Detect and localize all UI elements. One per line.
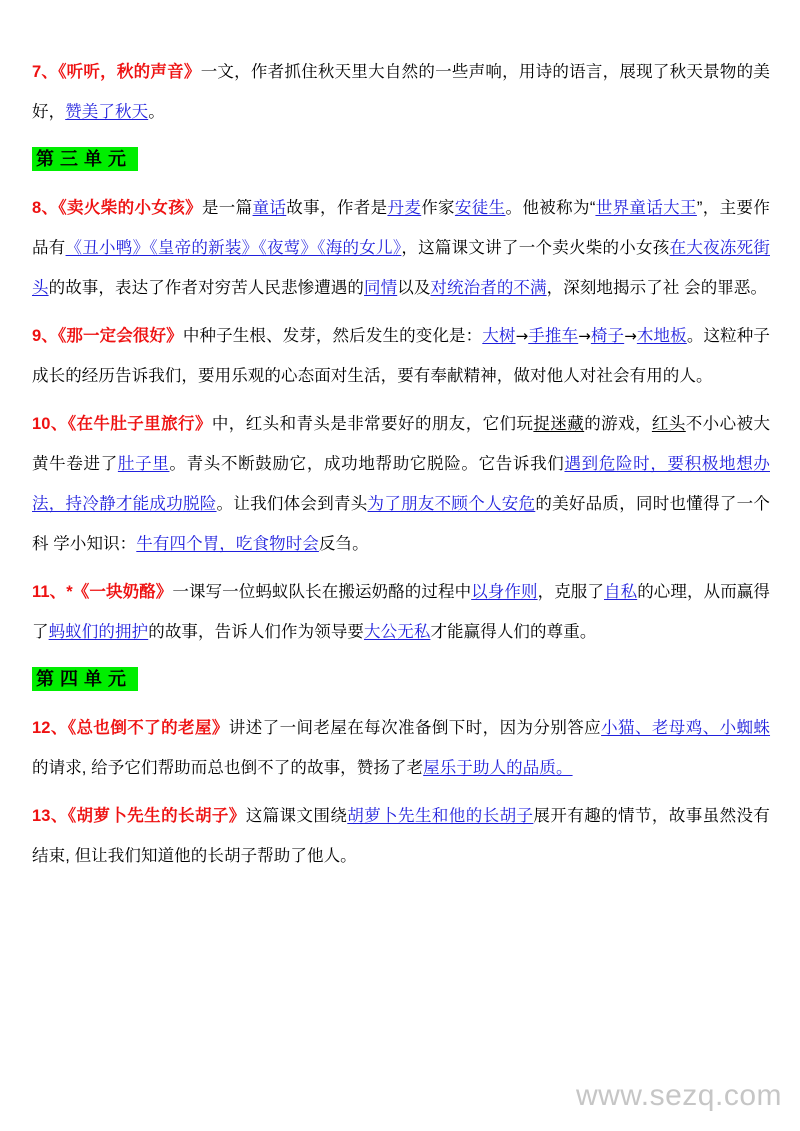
item-title: 《一块奶酪》 <box>72 583 173 601</box>
text-segment: 小猫、老母鸡、小蜘蛛 <box>601 719 771 737</box>
text-segment: 红头 <box>651 415 686 433</box>
text-segment: 手推车 <box>528 327 579 345</box>
text-segment: 以身作则 <box>471 583 538 601</box>
text-segment: 讲述了一间老屋在每次准备倒下时，因为分别答应 <box>228 719 602 737</box>
text-segment: 。让我们体会到青头 <box>216 495 368 513</box>
text-segment: 捉迷藏 <box>533 415 585 433</box>
paragraph-item-11 <box>32 572 770 652</box>
paragraph-item-13 <box>32 796 770 876</box>
text-segment: ，克服了 <box>537 583 604 601</box>
text-segment: 为了朋友不顾个人安危 <box>367 495 536 513</box>
text-segment: 对统治者的不满 <box>430 279 547 297</box>
text-segment: 蚂蚁们的拥护 <box>48 623 149 641</box>
text-segment: 童话 <box>252 199 287 217</box>
text-segment: 木地板 <box>636 327 687 345</box>
text-segment: 安徒生 <box>454 199 506 217</box>
text-segment: 的心理，从而赢得了 <box>32 583 771 641</box>
text-segment: 在大夜冻死街头 <box>32 239 770 297</box>
text-segment: 中种子生根、发芽，然后发生的变化是： <box>182 327 483 345</box>
text-segment: 以及 <box>397 279 431 297</box>
text-segment: 赞美了秋天 <box>65 103 149 121</box>
document-content <box>32 52 770 876</box>
text-segment: 的美好品质，同时也懂得了一个科 学小知识： <box>32 495 771 553</box>
paragraph-item-9 <box>32 316 770 396</box>
item-title: 《胡萝卜先生的长胡子》 <box>67 807 246 825</box>
text-segment: 作家 <box>421 199 455 217</box>
item-number: 11、* <box>32 583 73 601</box>
text-segment: 世界童话大王 <box>595 199 697 217</box>
arrow-icon: → <box>624 327 637 345</box>
arrow-icon: → <box>578 327 591 345</box>
text-segment: 是一篇 <box>201 199 253 217</box>
text-segment: 自私 <box>604 583 638 601</box>
paragraph-item-7 <box>32 52 770 132</box>
text-segment: 。 <box>148 103 165 121</box>
text-segment: 牛有四个胃，吃食物时会 <box>136 535 319 553</box>
text-segment: 椅子 <box>590 327 625 345</box>
text-segment: 这篇课文围绕 <box>245 807 348 825</box>
text-segment: ”，主要作品有 <box>32 199 770 257</box>
text-segment: 的故事，表达了作者对穷苦人民悲惨遭遇的 <box>48 279 365 297</box>
text-segment: 。青头不断鼓励它，成功地帮助它脱险。它告诉我们 <box>169 455 565 473</box>
text-segment: 丹麦 <box>387 199 422 217</box>
paragraph-item-10 <box>32 404 770 564</box>
item-title: 《听听，秋的声音》 <box>58 63 201 81</box>
unit-heading-unit-3 <box>32 142 770 178</box>
text-segment: 。他被称为“ <box>505 199 596 217</box>
text-segment: 展开有趣的情节，故事虽然没有结束, 但让我们知道他的长胡子帮助了他人。 <box>32 807 771 865</box>
item-title: 《在牛肚子里旅行》 <box>67 415 212 433</box>
item-title: 《总也倒不了的老屋》 <box>67 719 229 737</box>
item-number: 8、 <box>32 199 59 217</box>
text-segment: 一课写一位蚂蚁队长在搬运奶酪的过程中 <box>172 583 472 601</box>
unit-heading-label: 第四单元 <box>32 667 138 691</box>
text-segment: ，这篇课文讲了一个卖火柴的小女孩 <box>401 239 670 257</box>
paragraph-item-8 <box>32 188 770 308</box>
arrow-icon: → <box>515 327 529 345</box>
item-number: 12、 <box>32 719 68 737</box>
text-segment: 大公无私 <box>364 623 431 641</box>
item-title: 《卖火柴的小女孩》 <box>58 199 202 217</box>
text-segment: 大树 <box>482 327 516 345</box>
item-number: 10、 <box>32 415 68 433</box>
text-segment: 的请求, 给予它们帮助而总也倒不了的故事，赞扬了老 <box>32 759 424 777</box>
text-segment: 肚子里 <box>117 455 170 473</box>
text-segment: 的故事，告诉人们作为领导要 <box>148 623 365 641</box>
text-segment: 不小心被大黄牛卷进了 <box>32 415 771 473</box>
text-segment: 才能赢得人们的尊重。 <box>430 623 597 641</box>
unit-heading-label: 第三单元 <box>32 147 138 171</box>
text-segment: 故事，作者是 <box>286 199 388 217</box>
text-segment: 中，红头和青头是非常要好的朋友，它们玩 <box>211 415 534 433</box>
unit-heading-unit-4 <box>32 662 770 698</box>
text-segment: 《丑小鸭》《皇帝的新装》《夜莺》《海的女儿》 <box>65 239 402 257</box>
item-number: 7、 <box>32 63 59 81</box>
text-segment: 一文，作者抓住秋天里大自然的一些声响，用诗的语言，展现了秋天景物的美好， <box>32 63 770 121</box>
text-segment: 反刍。 <box>318 535 369 553</box>
text-segment: 胡萝卜先生和他的长胡子 <box>347 807 534 825</box>
text-segment: 同情 <box>364 279 398 297</box>
text-segment: ，深刻地揭示了社 会的罪恶。 <box>546 279 768 297</box>
text-segment: 的游戏， <box>584 415 652 433</box>
text-segment: 遇到危险时，要积极地想办法，持冷静才能成功脱险 <box>32 455 770 513</box>
item-number: 9、 <box>32 327 58 345</box>
paragraph-item-12 <box>32 708 770 788</box>
item-title: 《那一定会很好》 <box>57 327 183 345</box>
text-segment: 。这粒种子成长的经历告诉我们，要用乐观的心态面对生活，要有奉献精神，做对他人对社会有用的人。 <box>32 327 770 385</box>
text-segment: 屋乐于助人的品质。 <box>423 759 573 777</box>
item-number: 13、 <box>32 807 68 825</box>
watermark: www.sezq.com <box>575 1079 782 1112</box>
